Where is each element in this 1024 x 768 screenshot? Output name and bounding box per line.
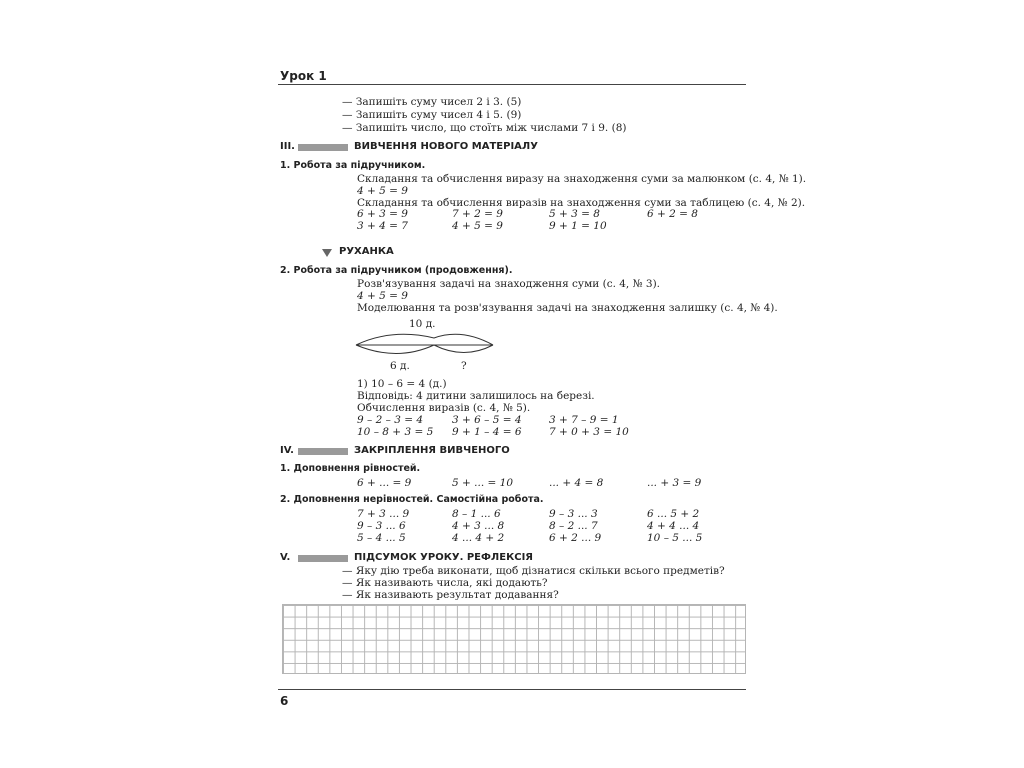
task-text: Моделювання та розв'язування задачі на знаходження залишку (с. 4, № 4). (357, 302, 778, 314)
segment-diagram (352, 328, 497, 363)
inequality-cell: 6 ... 5 + 2 (647, 508, 700, 520)
section-title: ЗАКРІПЛЕННЯ ВИВЧЕНОГО (354, 445, 510, 456)
solution-text: 1) 10 – 6 = 4 (д.) (357, 378, 447, 390)
inequality-cell: 9 – 3 ... 3 (549, 508, 598, 520)
table-cell: 7 + 2 = 9 (452, 208, 503, 220)
footer-rule (278, 689, 746, 690)
section-bar (298, 448, 348, 455)
table-cell: 6 + 2 = 8 (647, 208, 698, 220)
task-text: Складання та обчислення виразів на знаходження суми за таблицею (с. 4, № 2). (357, 197, 806, 209)
task-text: Складання та обчислення виразу на знаходження суми за малюнком (с. 4, № 1). (357, 173, 807, 185)
inequality-cell: 8 – 1 ... 6 (452, 508, 501, 520)
notes-grid (282, 604, 746, 674)
reflection-question: — Як називають числа, які додають? (342, 577, 548, 589)
equation: 4 + 5 = 9 (357, 185, 408, 197)
warmup-heading: РУХАНКА (339, 246, 394, 257)
inequality-cell: 6 + 2 ... 9 (549, 532, 602, 544)
intro-question: — Запишіть суму чисел 2 і 3. (5) (342, 96, 522, 108)
table-cell: 6 + 3 = 9 (357, 208, 408, 220)
table-cell: 3 + 4 = 7 (357, 220, 408, 232)
inequality-cell: 4 + 4 ... 4 (647, 520, 700, 532)
calc-cell: 7 + 0 + 3 = 10 (549, 426, 629, 438)
diagram-part-label: 6 д. (390, 360, 410, 372)
calc-cell: 3 + 7 – 9 = 1 (549, 414, 619, 426)
equality-cell: 5 + ... = 10 (452, 477, 514, 489)
triangle-marker-icon (322, 249, 332, 257)
inequality-cell: 4 + 3 ... 8 (452, 520, 505, 532)
section-title: ПІДСУМОК УРОКУ. РЕФЛЕКСІЯ (354, 552, 534, 563)
task-text: Обчислення виразів (с. 4, № 5). (357, 402, 531, 414)
calc-cell: 10 – 8 + 3 = 5 (357, 426, 434, 438)
inequality-cell: 10 – 5 ... 5 (647, 532, 703, 544)
section-number: V. (280, 552, 291, 563)
section-number: III. (280, 141, 295, 152)
inequality-cell: 5 – 4 ... 5 (357, 532, 406, 544)
equality-cell: ... + 3 = 9 (647, 477, 702, 489)
intro-question: — Запишіть число, що стоїть між числами 7 і 9. (8) (342, 122, 627, 134)
section-title: ВИВЧЕННЯ НОВОГО МАТЕРІАЛУ (354, 141, 538, 152)
answer-text: Відповідь: 4 дитини залишилось на березі. (357, 390, 595, 402)
inequality-cell: 9 – 3 ... 6 (357, 520, 406, 532)
section-bar (298, 555, 348, 562)
subsection-heading: 2. Доповнення нерівностей. Самостійна робота. (280, 494, 544, 505)
task-text: Розв'язування задачі на знаходження суми (с. 4, № 3). (357, 278, 660, 290)
section-bar (298, 144, 348, 151)
equality-cell: 6 + ... = 9 (357, 477, 412, 489)
diagram-unknown-label: ? (461, 360, 467, 372)
header-rule (278, 84, 746, 85)
diagram-total-label: 10 д. (409, 318, 436, 330)
table-cell: 9 + 1 = 10 (549, 220, 607, 232)
inequality-cell: 8 – 2 ... 7 (549, 520, 598, 532)
intro-question: — Запишіть суму чисел 4 і 5. (9) (342, 109, 522, 121)
inequality-cell: 7 + 3 ... 9 (357, 508, 410, 520)
subsection-heading: 1. Доповнення рівностей. (280, 463, 421, 474)
reflection-question: — Як називають результат додавання? (342, 589, 559, 601)
inequality-cell: 4 ... 4 + 2 (452, 532, 505, 544)
calc-cell: 3 + 6 – 5 = 4 (452, 414, 522, 426)
reflection-question: — Яку дію треба виконати, щоб дізнатися скільки всього предметів? (342, 565, 725, 577)
equality-cell: ... + 4 = 8 (549, 477, 604, 489)
subsection-heading: 1. Робота за підручником. (280, 160, 426, 171)
equation: 4 + 5 = 9 (357, 290, 408, 302)
page-number: 6 (280, 694, 289, 708)
table-cell: 4 + 5 = 9 (452, 220, 503, 232)
section-number: IV. (280, 445, 294, 456)
table-cell: 5 + 3 = 8 (549, 208, 600, 220)
subsection-heading: 2. Робота за підручником (продовження). (280, 265, 513, 276)
calc-cell: 9 + 1 – 4 = 6 (452, 426, 522, 438)
calc-cell: 9 – 2 – 3 = 4 (357, 414, 424, 426)
lesson-title: Урок 1 (280, 69, 327, 83)
